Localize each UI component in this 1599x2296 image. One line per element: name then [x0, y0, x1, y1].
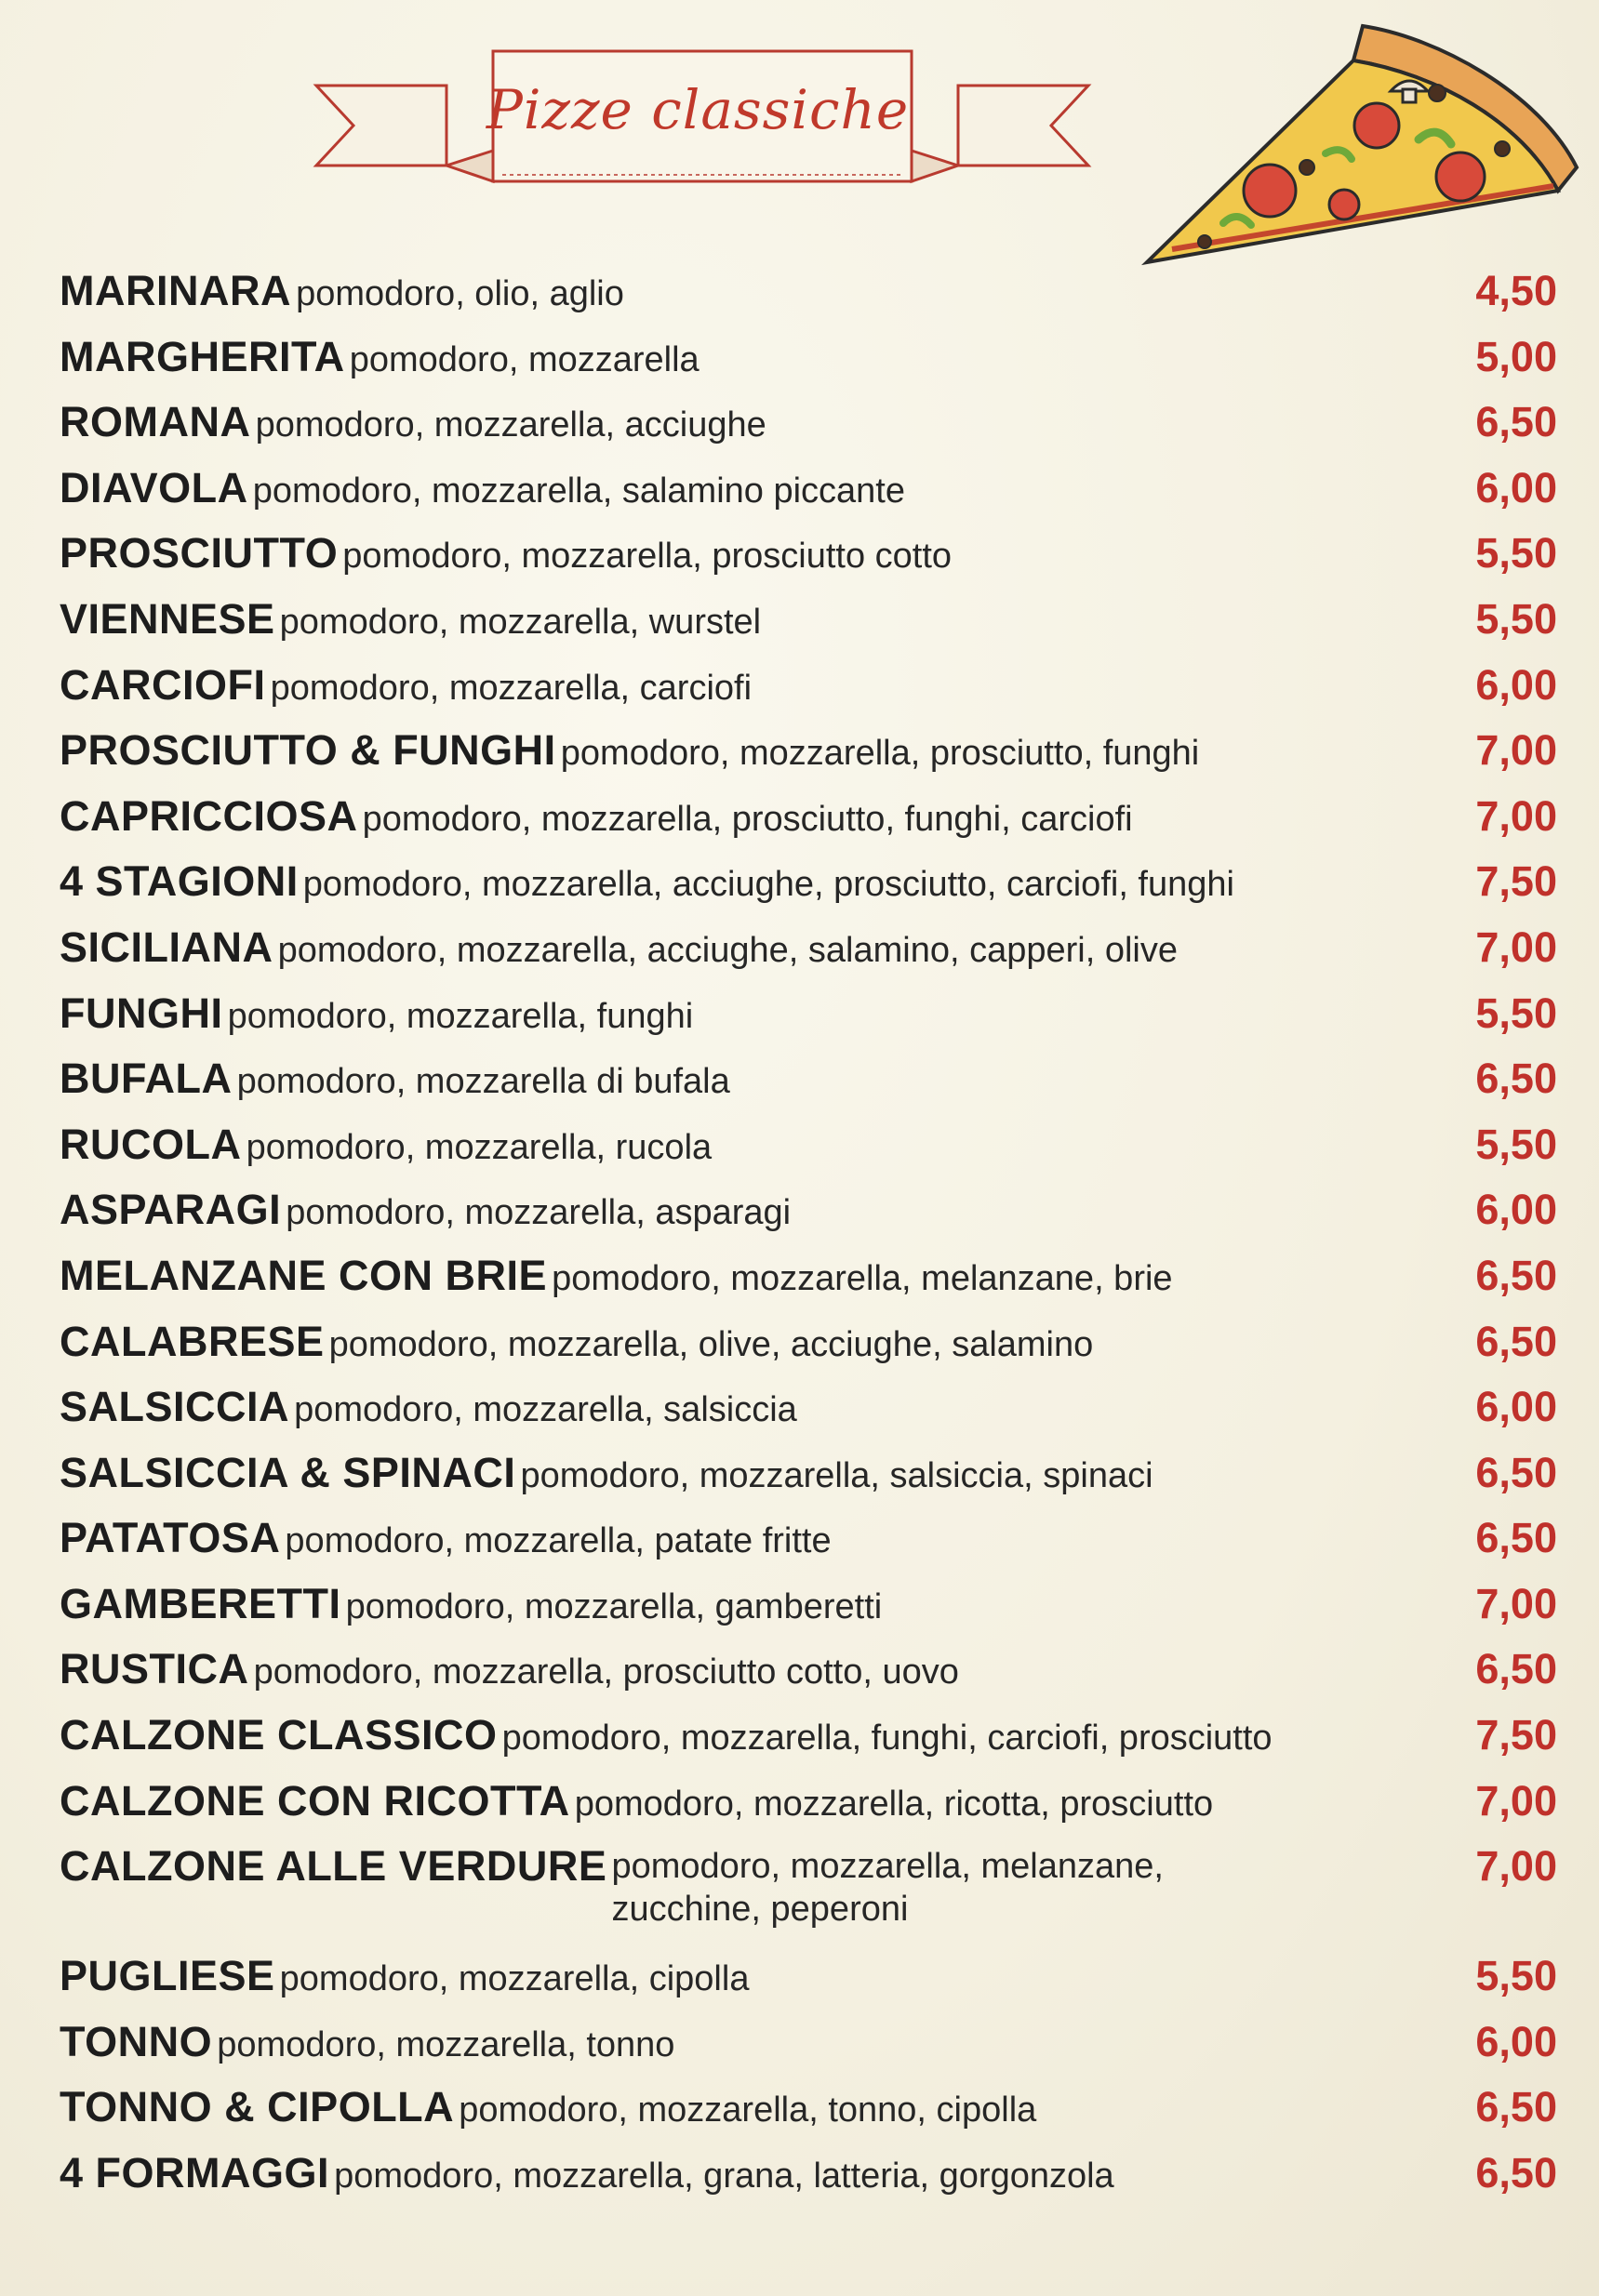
- pizza-name: 4 FORMAGGI: [60, 2149, 330, 2197]
- menu-item: [60, 1317, 1557, 1387]
- pizza-price: 6,00: [1475, 660, 1557, 709]
- pizza-ingredients: pomodoro, mozzarella, acciughe: [255, 405, 766, 445]
- menu-item: [60, 2083, 1557, 2152]
- menu-item-text: [60, 1188, 1436, 1241]
- menu-item-text: [60, 1711, 1436, 1766]
- menu-item: [60, 2149, 1557, 2218]
- pizza-price: 7,00: [1475, 791, 1557, 840]
- pizza-ingredients: pomodoro, mozzarella: [349, 339, 700, 379]
- menu-item: [60, 791, 1557, 861]
- pizza-ingredients: pomodoro, mozzarella, tonno, cipolla: [459, 2090, 1037, 2130]
- pizza-price: 7,00: [1475, 1579, 1557, 1627]
- page-title: Pizze classiche: [486, 78, 910, 141]
- menu-item: [60, 1645, 1557, 1714]
- pizza-name: PROSCIUTTO: [60, 529, 339, 577]
- menu-item-text: [60, 1645, 1436, 1700]
- menu-item: [60, 398, 1557, 467]
- pizza-ingredients: pomodoro, mozzarella, salamino piccante: [252, 471, 906, 511]
- pizza-price: 5,00: [1475, 332, 1557, 380]
- pizza-price: 6,50: [1475, 1251, 1557, 1299]
- pizza-price: 7,00: [1475, 726, 1557, 775]
- menu-item-text: [60, 332, 1436, 388]
- pizza-ingredients: pomodoro, mozzarella, prosciutto cotto, uovo: [253, 1652, 959, 1692]
- menu-item-text: [60, 2149, 1436, 2204]
- pizza-name: RUCOLA: [60, 1120, 242, 1168]
- pizza-ingredients: pomodoro, mozzarella, wurstel: [279, 602, 762, 642]
- pizza-name: MARGHERITA: [60, 332, 345, 380]
- menu-item-text: [60, 1514, 1436, 1569]
- menu-item: [60, 1120, 1557, 1189]
- pizza-name: FUNGHI: [60, 989, 223, 1037]
- menu-item: [60, 267, 1557, 336]
- pizza-price: 6,50: [1475, 2083, 1557, 2131]
- menu-item-text: [60, 1251, 1436, 1307]
- pizza-name: RUSTICA: [60, 1645, 249, 1693]
- pizza-ingredients: pomodoro, mozzarella di bufala: [236, 1062, 730, 1102]
- pizza-name: CARCIOFI: [60, 660, 266, 709]
- pizza-ingredients: pomodoro, mozzarella, salsiccia, spinaci: [520, 1455, 1153, 1495]
- pizza-price: 6,00: [1475, 1186, 1557, 1234]
- pizza-price: 5,50: [1475, 529, 1557, 577]
- menu-item-text: [60, 529, 1436, 584]
- menu-item: [60, 1251, 1557, 1321]
- pizza-price: 6,50: [1475, 1317, 1557, 1365]
- pizza-price: 6,50: [1475, 1514, 1557, 1562]
- pizza-name: DIAVOLA: [60, 463, 248, 511]
- pizza-ingredients: pomodoro, mozzarella, asparagi: [286, 1193, 792, 1233]
- menu-item-text: [60, 1776, 1436, 1832]
- menu-item: [60, 594, 1557, 664]
- menu-item: [60, 1711, 1557, 1780]
- pizza-price: 6,50: [1475, 1055, 1557, 1103]
- pizza-ingredients: pomodoro, mozzarella, salsiccia: [294, 1390, 797, 1430]
- pizza-name: ASPARAGI: [60, 1186, 282, 1234]
- menu-item: [60, 529, 1557, 598]
- menu-item: [60, 332, 1557, 402]
- menu-item: [60, 660, 1557, 730]
- pizza-name: MELANZANE CON BRIE: [60, 1251, 547, 1299]
- menu-item-text: [60, 463, 1436, 519]
- menu-item: [60, 1776, 1557, 1846]
- pizza-ingredients: pomodoro, mozzarella, patate fritte: [285, 1521, 832, 1561]
- pizza-ingredients: pomodoro, mozzarella, olive, acciughe, salamino: [328, 1324, 1094, 1364]
- pizza-price: 7,00: [1475, 922, 1557, 971]
- pizza-ingredients: pomodoro, mozzarella, ricotta, prosciutto: [574, 1784, 1214, 1824]
- menu-item: [60, 1057, 1557, 1123]
- pizza-price: 5,50: [1475, 1120, 1557, 1168]
- pizza-name: ROMANA: [60, 398, 251, 446]
- pizza-price: 5,50: [1475, 1952, 1557, 2000]
- pizza-name: CALZONE CON RICOTTA: [60, 1776, 570, 1825]
- pizza-slice-icon: [1130, 19, 1595, 270]
- pizza-ingredients: pomodoro, mozzarella, gamberetti: [345, 1586, 883, 1626]
- pizza-ingredients: pomodoro, mozzarella, prosciutto, funghi, carciofi: [362, 799, 1133, 839]
- pizza-price: 5,50: [1475, 594, 1557, 643]
- menu-item-text: [60, 2017, 1436, 2073]
- menu-item: [60, 1188, 1557, 1254]
- pizza-ingredients: pomodoro, olio, aglio: [296, 274, 624, 313]
- pizza-price: 6,50: [1475, 2149, 1557, 2197]
- menu-item: [60, 1514, 1557, 1583]
- pizza-name: CALZONE ALLE VERDURE: [60, 1842, 607, 1891]
- pizza-name: SALSICCIA & SPINACI: [60, 1448, 516, 1496]
- pizza-price: 6,00: [1475, 1383, 1557, 1431]
- menu-item-text: [60, 791, 1436, 847]
- pizza-name: BUFALA: [60, 1055, 233, 1103]
- pizza-price: 7,00: [1475, 1842, 1557, 1891]
- pizza-name: 4 STAGIONI: [60, 857, 299, 906]
- menu-item-text: [60, 1448, 1436, 1504]
- menu-item-text: [60, 857, 1436, 912]
- menu-item-text: [60, 2083, 1436, 2138]
- pizza-ingredients: pomodoro, mozzarella, prosciutto, funghi: [560, 734, 1200, 774]
- pizza-name: TONNO: [60, 2017, 213, 2065]
- menu-item-text: [60, 660, 1436, 716]
- menu-item-text: [60, 922, 1436, 978]
- pizza-name: MARINARA: [60, 267, 291, 314]
- pizza-price: 7,50: [1475, 857, 1557, 906]
- menu-item-text: [60, 1842, 1436, 1931]
- pizza-ingredients: pomodoro, mozzarella, cipolla: [279, 1959, 750, 1999]
- pizza-menu-list: [60, 267, 1557, 2218]
- pizza-price: 6,50: [1475, 398, 1557, 446]
- menu-item-text: [60, 1317, 1436, 1373]
- pizza-name: PATATOSA: [60, 1514, 281, 1562]
- menu-item: [60, 726, 1557, 795]
- pizza-name: CAPRICCIOSA: [60, 791, 358, 840]
- pizza-ingredients: pomodoro, mozzarella, acciughe, salamino, capperi, olive: [277, 930, 1178, 970]
- pizza-ingredients: pomodoro, mozzarella, tonno: [217, 2024, 675, 2064]
- pizza-name: PUGLIESE: [60, 1952, 275, 2000]
- menu-item-text: [60, 1952, 1436, 2007]
- pizza-ingredients: pomodoro, mozzarella, melanzane, zucchine, peperoni: [611, 1847, 1164, 1930]
- pizza-name: PROSCIUTTO & FUNGHI: [60, 726, 556, 775]
- menu-item: [60, 463, 1557, 533]
- pizza-price: 7,50: [1475, 1711, 1557, 1759]
- menu-item: [60, 2017, 1557, 2087]
- menu-item-text: [60, 1383, 1436, 1438]
- pizza-name: CALABRESE: [60, 1317, 325, 1365]
- menu-item: [60, 857, 1557, 926]
- menu-item-text: [60, 989, 1436, 1044]
- pizza-name: TONNO & CIPOLLA: [60, 2083, 455, 2131]
- pizza-ingredients: pomodoro, mozzarella, carciofi: [270, 668, 753, 708]
- menu-item-text: [60, 1120, 1436, 1175]
- pizza-price: 6,00: [1475, 463, 1557, 511]
- menu-item-text: [60, 1579, 1436, 1635]
- menu-item: [60, 989, 1557, 1058]
- pizza-ingredients: pomodoro, mozzarella, rucola: [246, 1127, 713, 1167]
- pizza-ingredients: pomodoro, mozzarella, acciughe, prosciutto, carciofi, funghi: [302, 865, 1234, 905]
- menu-item: [60, 1383, 1557, 1452]
- pizza-name: SICILIANA: [60, 922, 273, 971]
- menu-item-text: [60, 594, 1436, 650]
- pizza-price: 6,50: [1475, 1645, 1557, 1693]
- pizza-price: 5,50: [1475, 989, 1557, 1037]
- pizza-ingredients: pomodoro, mozzarella, grana, latteria, gorgonzola: [334, 2157, 1114, 2196]
- pizza-price: 4,50: [1475, 267, 1557, 314]
- menu-item: [60, 1579, 1557, 1649]
- pizza-ingredients: pomodoro, mozzarella, funghi: [227, 996, 694, 1036]
- pizza-name: SALSICCIA: [60, 1383, 290, 1431]
- pizza-price: 6,00: [1475, 2017, 1557, 2065]
- menu-item: [60, 1448, 1557, 1518]
- pizza-name: GAMBERETTI: [60, 1579, 341, 1627]
- menu-item-text: [60, 398, 1436, 453]
- pizza-name: VIENNESE: [60, 594, 275, 643]
- menu-item-text: [60, 267, 1436, 322]
- menu-item-text: [60, 1057, 1436, 1109]
- pizza-ingredients: pomodoro, mozzarella, funghi, carciofi, prosciutto: [501, 1719, 1273, 1758]
- pizza-price: 7,00: [1475, 1776, 1557, 1825]
- pizza-ingredients: pomodoro, mozzarella, prosciutto cotto: [342, 537, 953, 577]
- pizza-name: CALZONE CLASSICO: [60, 1711, 498, 1759]
- pizza-ingredients: pomodoro, mozzarella, melanzane, brie: [552, 1258, 1173, 1298]
- title-banner: [307, 37, 1098, 195]
- menu-item: [60, 922, 1557, 992]
- menu-item: [60, 1842, 1557, 1955]
- pizza-price: 6,50: [1475, 1448, 1557, 1496]
- menu-item: [60, 1952, 1557, 2021]
- menu-item-text: [60, 726, 1436, 781]
